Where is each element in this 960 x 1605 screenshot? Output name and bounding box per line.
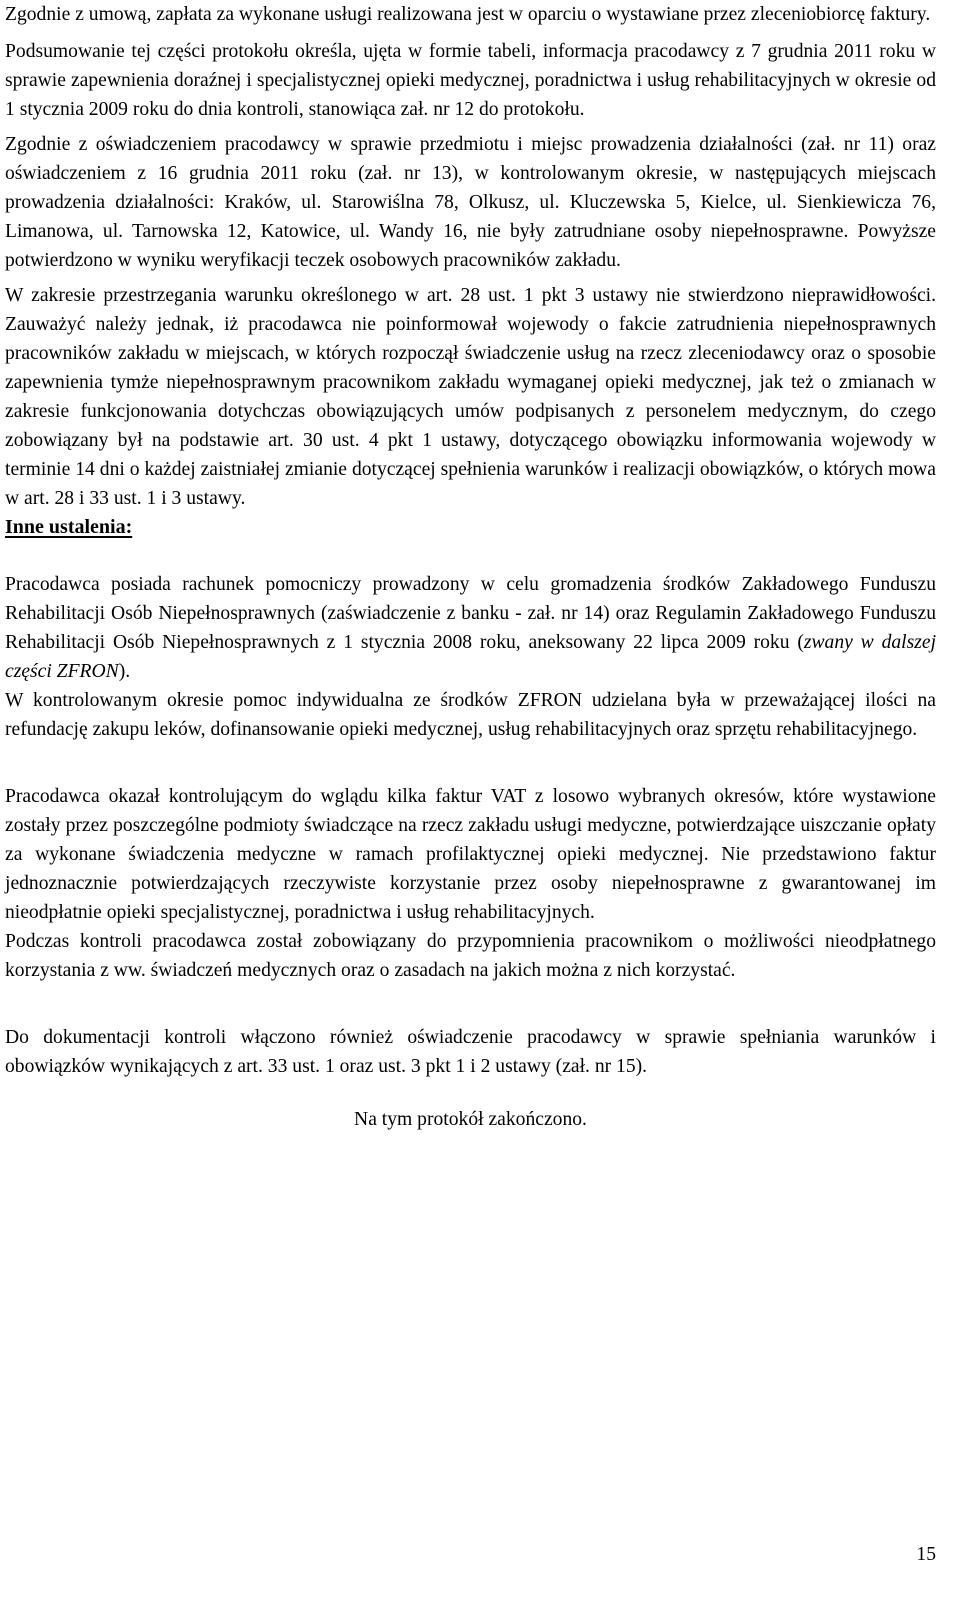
zfron-text-after: ). (118, 661, 131, 682)
page-number: 15 (916, 1544, 936, 1565)
paragraph-locations: Zgodnie z oświadczeniem pracodawcy w sprawie przedmiotu i miejsc prowadzenia działalności (zał. nr 11) oraz oświadczeniem z 16 grudnia 2011 roku (zał. nr 13), w kontrolowanym okresie, w następujących miejscach prowadzenia działalności: Kraków, ul. Starowiślna 78, Olkusz, ul. Kluczewska 5, Kielce, ul. Sienkiewicza 76, Limanowa, ul. Tarnowska 12, Katowice, ul. Wandy 16, nie były zatrudniane osoby niepełnosprawne. Powyższe potwierdzono w wyniku weryfikacji teczek osobowych pracowników zakładu. (5, 134, 936, 271)
paragraph-zfron (5, 570, 936, 686)
document-body (5, 0, 936, 1134)
zfron-italic-note: zwany w dalszej części ZFRON (5, 632, 937, 682)
paragraph-payment: Zgodnie z umową, zapłata za wykonane usługi realizowana jest w oparciu o wystawiane przez zleceniobiorcę faktury. (5, 4, 931, 25)
paragraph-individual-help: W kontrolowanym okresie pomoc indywidualna ze środków ZFRON udzielana była w przeważającej ilości na refundację zakupu leków, dofinansowanie opieki medycznej, usług rehabilitacyjnych oraz sprzętu rehabilitacyjnego. (5, 690, 936, 740)
zfron-text-before: Pracodawca posiada rachunek pomocniczy prowadzony w celu gromadzenia środków Zakładowego Funduszu Rehabilitacji Osób Niepełnosprawnych (zaświadczenie z banku - zał. nr 14) oraz Regulamin Zakładowego Funduszu Rehabilitacji Osób Niepełnosprawnych z 1 stycznia 2008 roku, aneksowany 22 lipca 2009 roku ( (5, 574, 936, 653)
section-heading: Inne ustalenia: (5, 516, 133, 538)
closing-statement: Na tym protokół zakończono. (354, 1109, 587, 1130)
paragraph-documentation: Do dokumentacji kontroli włączono również oświadczenie pracodawcy w sprawie spełniania warunków i obowiązków wynikających z art. 33 ust. 1 oraz ust. 3 pkt 1 i 2 ustawy (zał. nr 15). (5, 1027, 936, 1077)
paragraph-invoices: Pracodawca okazał kontrolującym do wglądu kilka faktur VAT z losowo wybranych okresów, które wystawione zostały przez poszczególne podmioty świadczące na rzecz zakładu usługi medyczne, potwierdzające uiszczanie opłaty za wykonane świadczenia medyczne w ramach profilaktycznej opieki medycznej. Nie przedstawiono faktur jednoznacznie potwierdzających rzeczywiste korzystanie przez osoby niepełnosprawne z gwarantowanej im nieodpłatnie opieki specjalistycznej, poradnictwa i usług rehabilitacyjnych. (5, 786, 936, 923)
paragraph-compliance: W zakresie przestrzegania warunku określonego w art. 28 ust. 1 pkt 3 ustawy nie stwierdzono nieprawidłowości. Zauważyć należy jednak, iż pracodawca nie poinformował wojewody o fakcie zatrudnienia niepełnosprawnych pracowników zakładu w miejscach, w których rozpoczął świadczenie usług na rzecz zleceniodawcy oraz o sposobie zapewnienia tymże niepełnosprawnym pracownikom zakładu wymaganej opieki medycznej, jak też o zmianach w zakresie funkcjonowania dotychczas obowiązujących umów podpisanych z personelem medycznym, do czego zobowiązany był na podstawie art. 30 ust. 4 pkt 1 ustawy, dotyczącego obowiązku informowania wojewody w terminie 14 dni o każdej zaistniałej zmianie dotyczącej spełnienia warunków i realizacji obowiązków, o których mowa w art. 28 i 33 ust. 1 i 3 ustawy. (5, 285, 936, 509)
paragraph-summary: Podsumowanie tej części protokołu określa, ujęta w formie tabeli, informacja pracodawcy z 7 grudnia 2011 roku w sprawie zapewnienia doraźnej i specjalistycznej opieki medycznej, poradnictwa i usług rehabilitacyjnych w okresie od 1 stycznia 2009 roku do dnia kontroli, stanowiąca zał. nr 12 do protokołu. (5, 41, 936, 120)
paragraph-obligation: Podczas kontroli pracodawca został zobowiązany do przypomnienia pracownikom o możliwości nieodpłatnego korzystania z ww. świadczeń medycznych oraz o zasadach na jakich można z nich korzystać. (5, 931, 936, 981)
